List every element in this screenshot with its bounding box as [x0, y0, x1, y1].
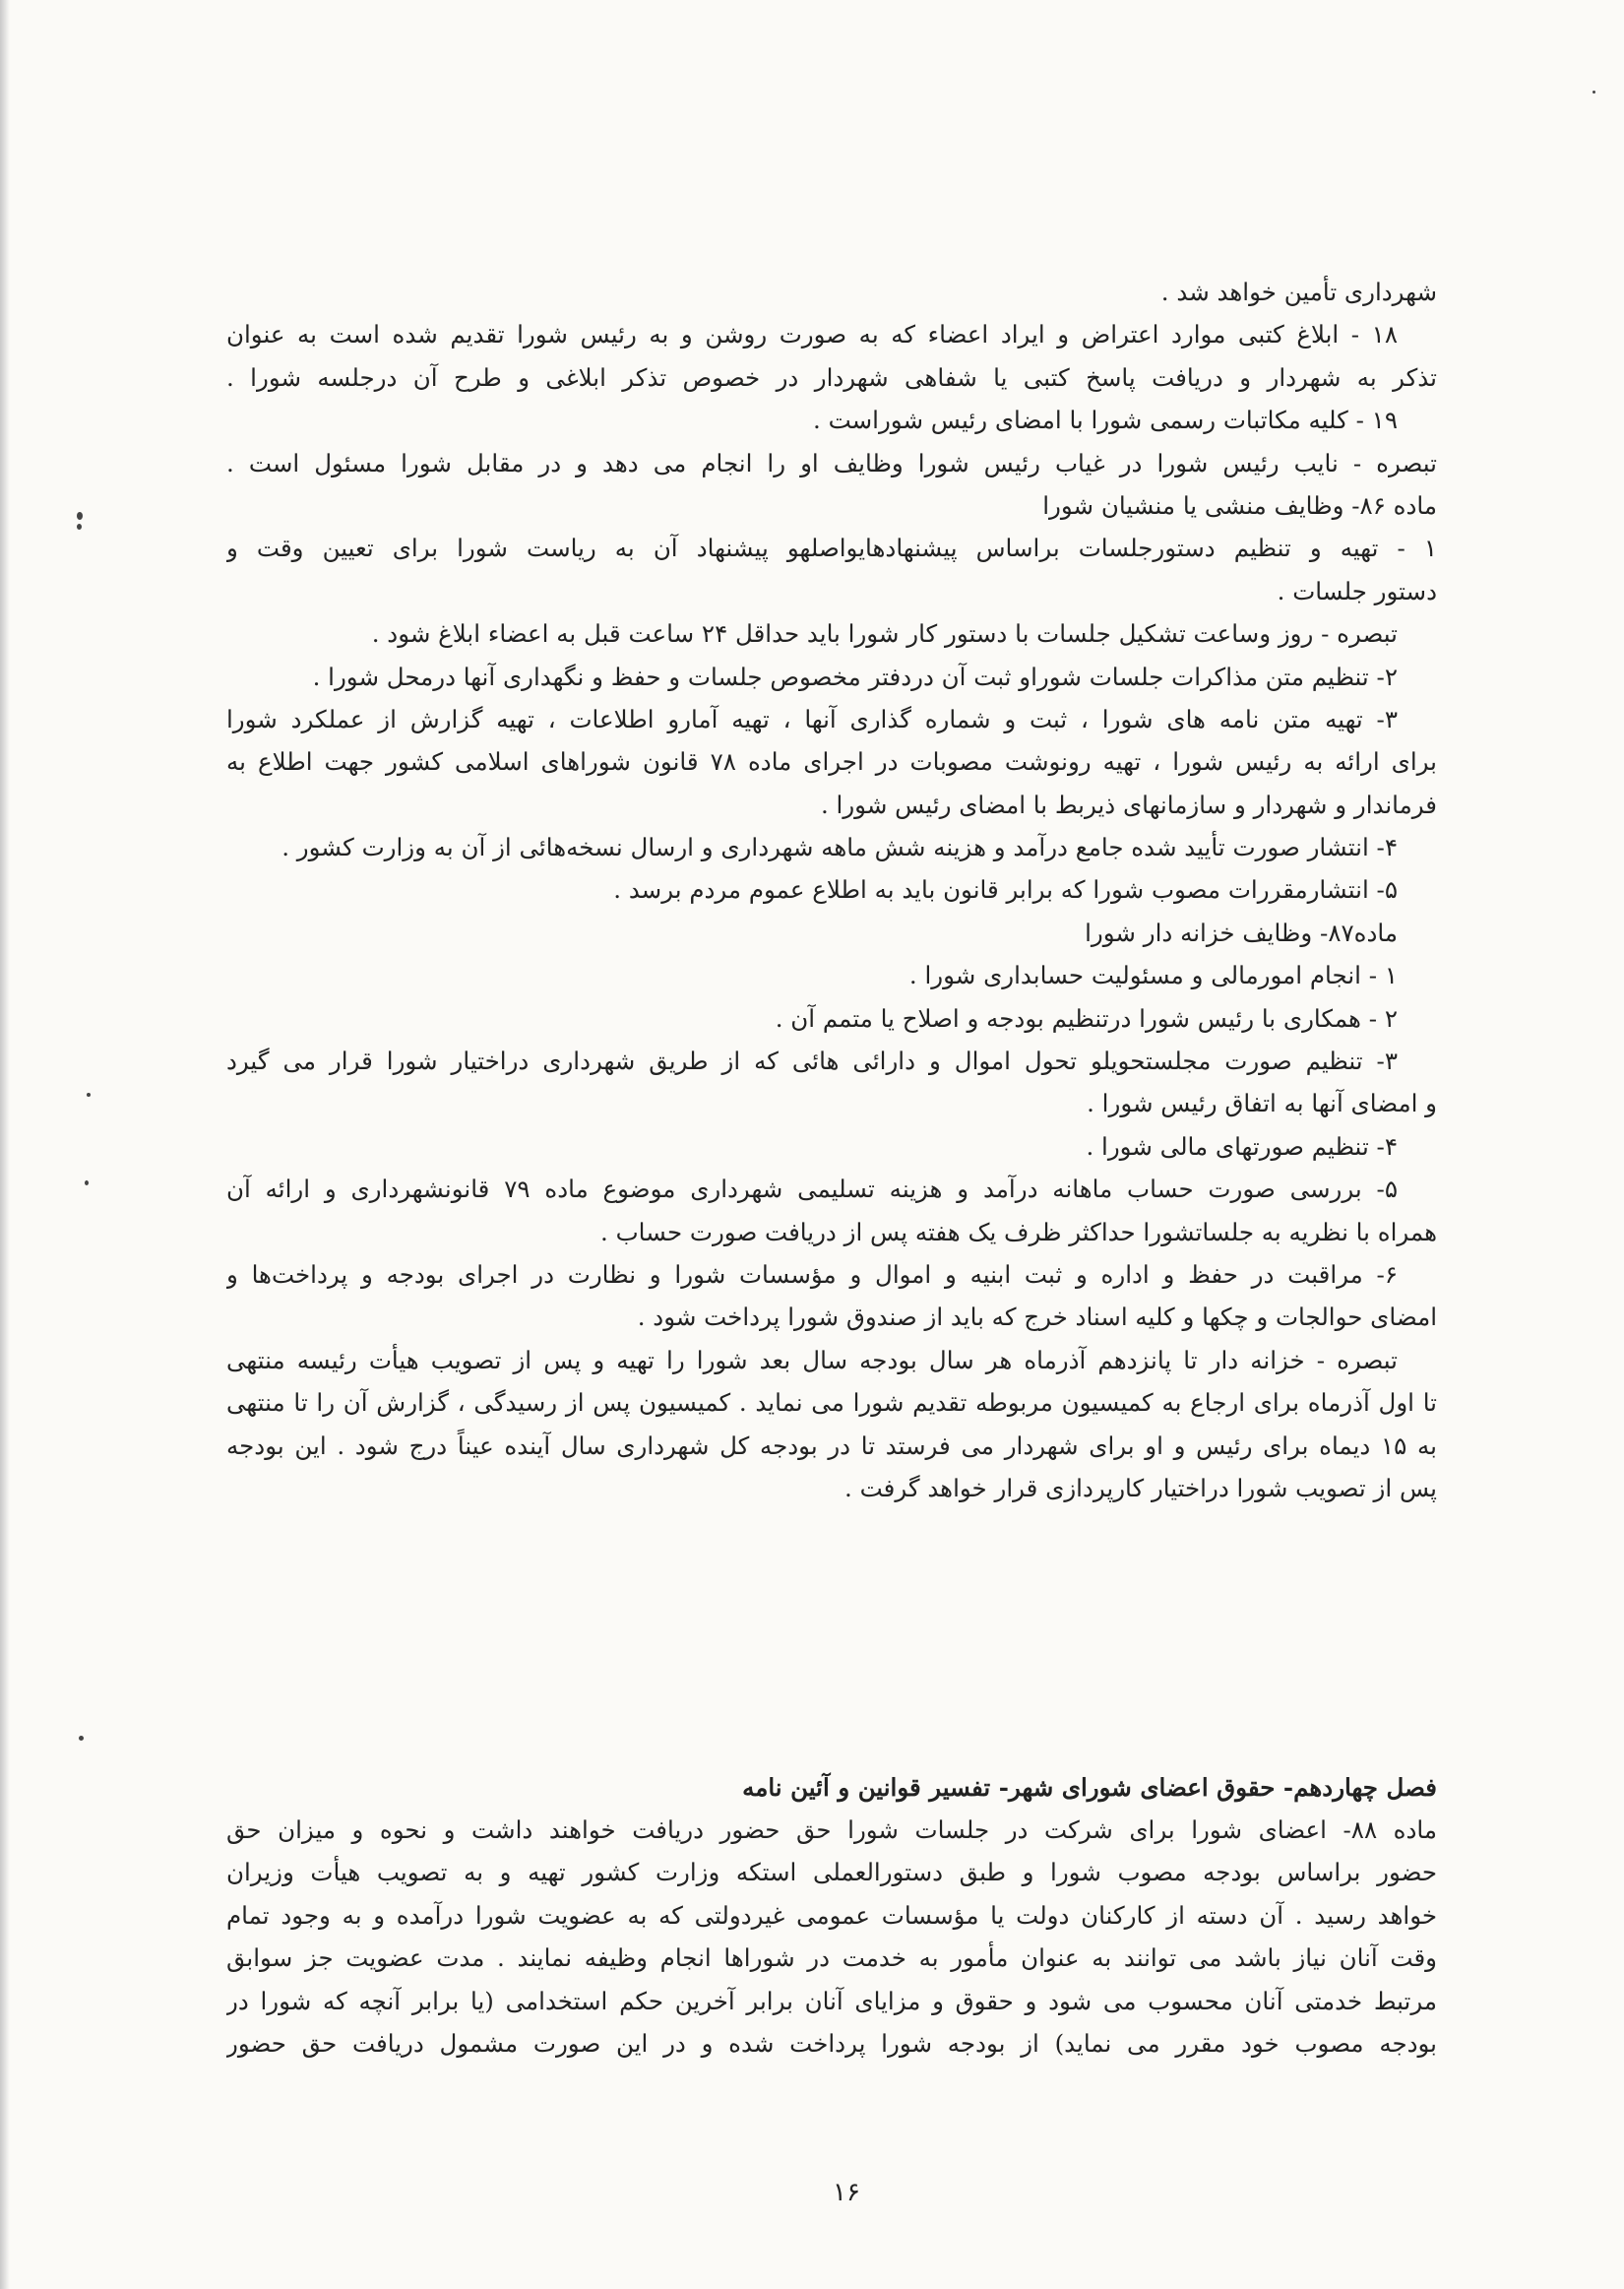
text-line: دستور جلسات . — [1277, 576, 1437, 605]
text-line: ۵- بررسی صورت حساب ماهانه درآمد و هزینه تسلیمی شهرداری موضوع ماده ۷۹ قانونشهرداری و ارائه آن — [226, 1175, 1398, 1204]
scan-speck — [85, 1180, 89, 1185]
scan-speck — [79, 1736, 84, 1741]
text-line: حضور براساس بودجه مصوب شورا و طبق دستورالعملی استکه وزارت کشور تهیه و به تصویب هیأت وزیران — [226, 1858, 1437, 1887]
text-line: پس از تصویب شورا دراختیار کارپردازی قرار خواهد گرفت . — [844, 1473, 1437, 1502]
text-line: ۵- انتشارمقررات مصوب شورا که برابر قانون باید به اطلاع عموم مردم برسد . — [613, 875, 1398, 905]
text-line: ۴- انتشار صورت تأیید شده جامع درآمد و هزینه شش ماهه شهرداری و ارسال نسخه‌هائی از آن به وزارت کشور . — [281, 833, 1398, 862]
text-line: بودجه مصوب خود مقرر می نماید) از بودجه شورا پرداخت شده و در این صورت مشمول دریافت حق حضور — [226, 2028, 1437, 2058]
text-line: ۱ - انجام امورمالی و مسئولیت حسابداری شورا . — [908, 961, 1398, 990]
text-line: برای ارائه به رئیس شورا ، تهیه رونوشت مصوبات در اجرای ماده ۷۸ قانون شوراهای اسلامی کشور جهت اطلاع به — [226, 747, 1437, 777]
scan-speck — [87, 1093, 91, 1097]
page-number: ۱۶ — [833, 2178, 860, 2207]
article-body — [226, 271, 1437, 1509]
text-line: ماده ۸۸- اعضای شورا برای شرکت در جلسات شورا حق حضور دریافت خواهند داشت و نحوه و میزان حق — [226, 1815, 1437, 1844]
text-line: ۲ - همکاری با رئیس شورا درتنظیم بودجه و اصلاح یا متمم آن . — [775, 1003, 1398, 1033]
text-line: ۲- تنظیم متن مذاکرات جلسات شوراو ثبت آن دردفتر مخصوص جلسات و حفظ و نگهداری آنها درمحل شورا . — [312, 662, 1398, 691]
text-line: تبصره - خزانه دار تا پانزدهم آذرماه هر سال بودجه سال بعد شورا را تهیه و پس از تصویب هیأت رئیسه منتهی — [226, 1345, 1398, 1374]
scan-speck — [1593, 91, 1595, 94]
text-line: ۶- مراقبت در حفظ و اداره و ثبت ابنیه و اموال و مؤسسات شورا و نظارت در اجرای بودجه و پرداخت‌ها و — [226, 1259, 1398, 1289]
text-line: تبصره - روز وساعت تشکیل جلسات با دستور کار شورا باید حداقل ۲۴ ساعت قبل به اعضاء ابلاغ شود . — [371, 619, 1398, 649]
text-line: امضای حوالجات و چکها و کلیه اسناد خرج که باید از صندوق شورا پرداخت شود . — [637, 1303, 1437, 1332]
text-line: ۳- تهیه متن نامه های شورا ، ثبت و شماره گذاری آنها ، تهیه آمارو اطلاعات ، تهیه گزارش از عملکرد شورا — [226, 704, 1398, 733]
text-line: ۱۹ - کلیه مکاتبات رسمی شورا با امضای رئیس شوراست . — [813, 406, 1398, 435]
text-line: ۱۸ - ابلاغ کتبی موارد اعتراض و ایراد اعضاء که به صورت روشن و به رئیس شورا تقدیم شده است به عنوان — [226, 320, 1398, 350]
chapter-body — [226, 1809, 1437, 2065]
text-line: ۴- تنظیم صورتهای مالی شورا . — [1086, 1131, 1398, 1161]
text-line: و امضای آنها به اتفاق رئیس شورا . — [1087, 1089, 1437, 1118]
text-line: مرتبط خدمتی آنان محسوب می شود و حقوق و مزایای آنان برابر آخرین حکم استخدامی (یا برابر آنچه که شورا در — [226, 1986, 1437, 2015]
page-edge-shadow — [0, 0, 10, 2289]
text-line: به ۱۵ دیماه برای رئیس و او برای شهردار می فرستد تا در بودجه کل شهرداری سال آینده عیناً درج شود . این بودجه — [226, 1431, 1437, 1460]
text-line: ماده ۸۶- وظایف منشی یا منشیان شورا — [1042, 490, 1437, 520]
text-line: تذکر به شهردار و دریافت پاسخ کتبی یا شفاهی شهردار در خصوص تذکر ابلاغی و طرح آن درجلسه شورا . — [226, 362, 1437, 392]
text-line: ۳- تنظیم صورت مجلستحویلو تحول اموال و دارائی هائی که از طریق شهرداری دراختیار شورا قرار می گیرد — [226, 1047, 1398, 1076]
scan-speck — [77, 524, 82, 530]
text-line: همراه با نظریه به جلساتشورا حداکثر ظرف یک هفته پس از دریافت صورت حساب . — [600, 1217, 1437, 1246]
text-line: خواهد رسید . آن دسته از کارکنان دولت یا مؤسسات عمومی غیردولتی که به عضویت شورا درآمده و به وجود تمام — [226, 1900, 1437, 1930]
text-line: تا اول آذرماه برای ارجاع به کمیسیون مربوطه تقدیم شورا می نماید . کمیسیون پس از رسیدگی ، گزارش آن را تا منتهی — [226, 1388, 1437, 1418]
text-line: وقت آنان نیاز باشد می توانند به عنوان مأمور به خدمت در شوراها انجام وظیفه نمایند . مدت عضویت جز سوابق — [226, 1943, 1437, 1973]
scan-speck — [77, 512, 83, 520]
text-line: ماده۸۷- وظایف خزانه دار شورا — [1085, 918, 1398, 947]
text-line: تبصره - نایب رئیس شورا در غیاب رئیس شورا وظایف او را انجام می دهد و در مقابل شورا مسئول است . — [226, 448, 1437, 477]
text-line: فرماندار و شهردار و سازمانهای ذیربط با امضای رئیس شورا . — [820, 790, 1437, 819]
text-line: ۱ - تهیه و تنظیم دستورجلسات براساس پیشنهادهایواصلهو پیشنهاد آن به ریاست شورا برای تعیین وقت و — [226, 534, 1437, 563]
chapter-heading: فصل چهاردهم- حقوق اعضای شورای شهر- تفسیر قوانین و آئین نامه — [742, 1773, 1437, 1802]
text-line: شهرداری تأمین خواهد شد . — [1160, 278, 1437, 306]
